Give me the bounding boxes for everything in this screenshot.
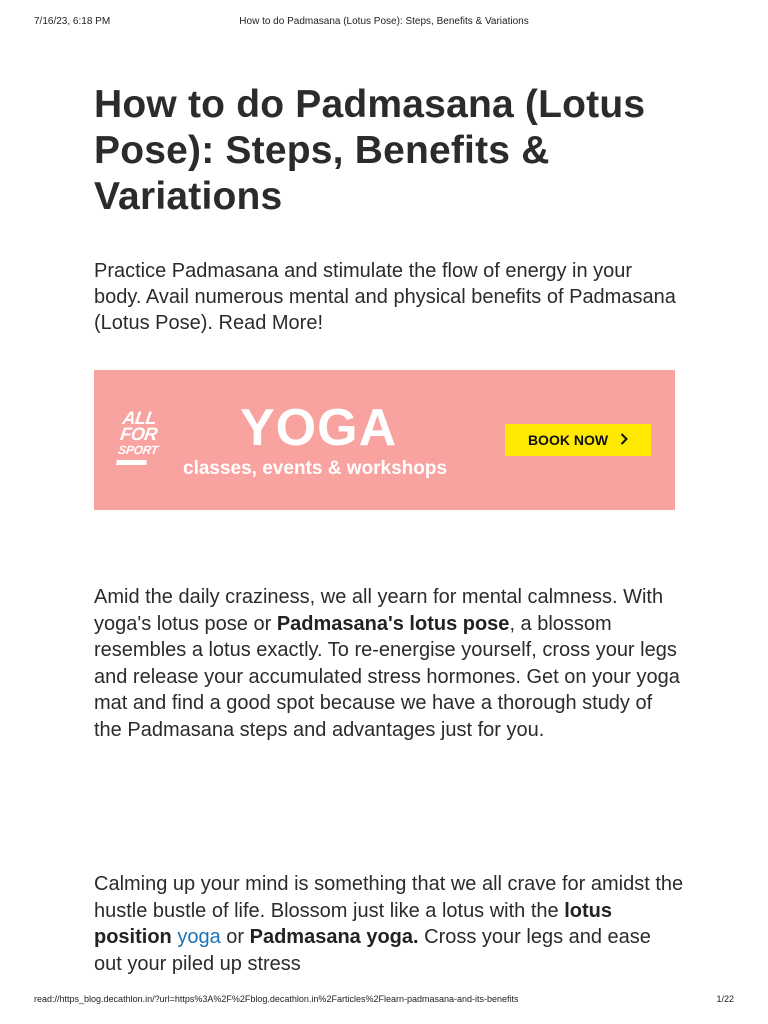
print-header — [34, 16, 734, 30]
calming-text-1: Calming up your mind is something that we all crave for amidst the hustle bustle of life. Blossom just like a lotus with the — [94, 873, 684, 922]
calming-bold-padmasana-yoga: Padmasana yoga. — [249, 926, 419, 948]
yoga-link[interactable]: yoga — [177, 926, 221, 948]
calming-text-3: Cross your legs and ease out your piled up stress — [94, 926, 651, 975]
calming-bold-lotus-position: lotus position — [94, 899, 613, 948]
book-now-button[interactable] — [505, 424, 651, 456]
print-page-number: 1/22 — [716, 994, 734, 1004]
banner-heading: YOGA — [240, 399, 398, 457]
intro-bold-padmasana: Padmasana's lotus pose — [276, 612, 510, 635]
calming-text-2: or — [220, 926, 250, 948]
book-now-label: BOOK NOW — [527, 432, 609, 448]
intro-text-2: , a blossom resembles a lotus exactly. To re-energise yourself, cross your legs and release your accumulated stress hormones. Get on your yoga mat and find a good spot because we have a thorough study of the Padmasana steps and advantages just for you. — [94, 612, 680, 741]
print-url: read://https_blog.decathlon.in/?url=https%3A%2F%2Fblog.decathlon.in%2Farticles%2Flearn-padmasana-and-its-benefits — [34, 994, 519, 1004]
all-for-sport-logo — [116, 410, 168, 465]
article-header — [94, 82, 684, 336]
intro-text-1: Amid the daily craziness, we all yearn for mental calmness. With yoga's lotus pose or — [94, 586, 664, 635]
yoga-promo-banner[interactable] — [94, 370, 675, 510]
logo-line-all: ALL — [121, 408, 158, 428]
print-datetime: 7/16/23, 6:18 PM — [34, 16, 111, 27]
logo-line-sport: SPORT — [117, 443, 159, 457]
logo-tag-bar — [116, 460, 147, 465]
intro-paragraph — [94, 584, 684, 743]
banner-subtitle: classes, events & workshops — [183, 458, 448, 479]
calming-paragraph — [94, 871, 684, 977]
chevron-right-icon — [620, 433, 628, 447]
article-lede: Practice Padmasana and stimulate the flow of energy in your body. Avail numerous mental and physical benefits of Padmasana (Lotus Pose). Read More! — [94, 260, 676, 334]
logo-line-for: FOR — [119, 424, 159, 444]
print-page-title: How to do Padmasana (Lotus Pose): Steps, Benefits & Variations — [239, 16, 529, 27]
article-title: How to do Padmasana (Lotus Pose): Steps, Benefits & Variations — [94, 83, 646, 218]
